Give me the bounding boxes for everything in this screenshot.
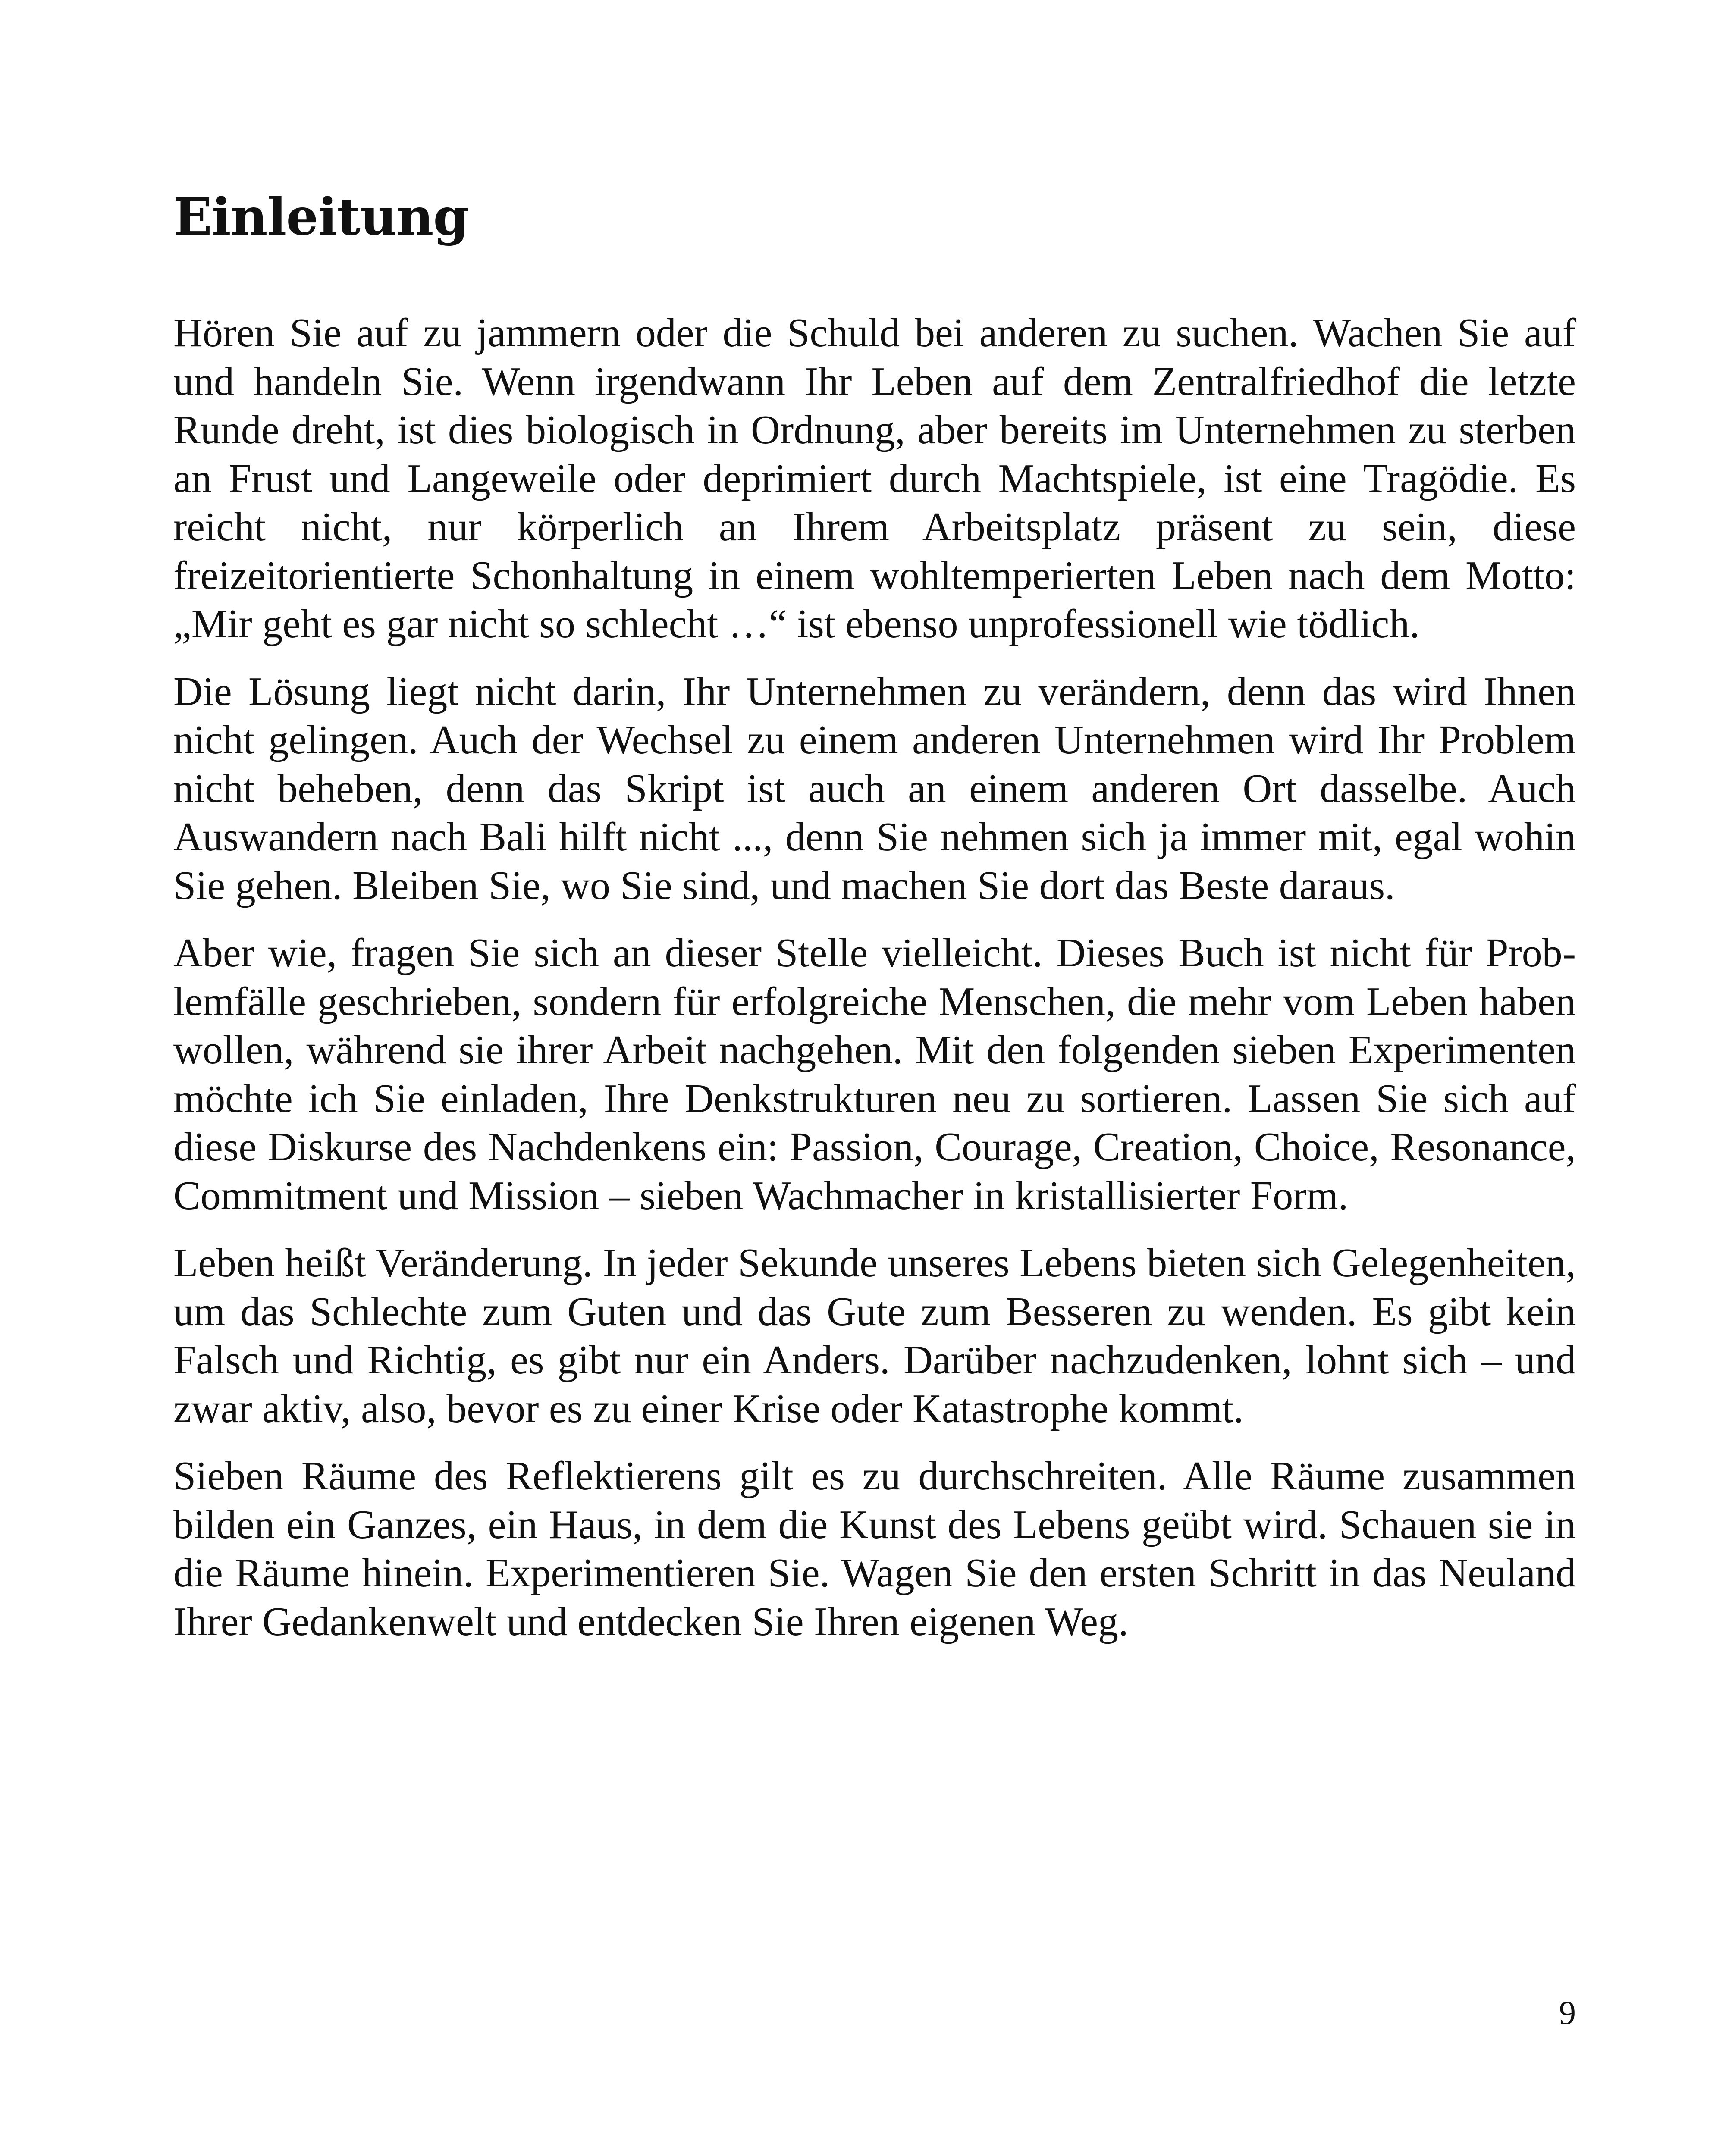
paragraph-5: Sieben Räume des Reflektierens gilt es zu durchschreiten. Alle Räume zusammen bilden ein Ganzes, ein Haus, in dem die Kunst des Lebens geübt wird. Schauen sie in die Räume hinein. Experimentieren Sie. Wagen Sie den ersten Schritt in das Neuland Ihrer Gedankenwelt und entdecken Sie Ihren eigenen Weg. (173, 1454, 1576, 1644)
paragraph-4: Leben heißt Veränderung. In jeder Sekunde unseres Lebens bieten sich Gelegenheiten, um das Schlechte zum Guten und das Gute zum Besseren zu wenden. Es gibt kein Falsch und Richtig, es gibt nur ein Anders. Darüber nachzudenken, lohnt sich – und zwar aktiv, also, bevor es zu einer Krise oder Katastrophe kommt. (173, 1241, 1576, 1431)
page-number: 9 (1559, 1994, 1576, 2031)
chapter-heading: Einleitung (173, 187, 468, 247)
paragraph-1: Hören Sie auf zu jammern oder die Schuld bei anderen zu suchen. Wachen Sie auf und handeln Sie. Wenn irgendwann Ihr Leben auf dem Zentralfriedhof die letzte Runde dreht, ist dies biologisch in Ordnung, aber bereits im Unternehmen zu sterben an Frust und Langeweile oder deprimiert durch Machtspiele, ist eine Tragödie. Es reicht nicht, nur körperlich an Ihrem Arbeitsplatz präsent zu sein, diese freizeitorientierte Schonhaltung in einem wohltemperierten Leben nach dem Motto: „Mir geht es gar nicht so schlecht …“ ist ebenso unprofessionell wie tödlich. (173, 310, 1576, 646)
body-text (173, 309, 1576, 1646)
paragraph-3: Aber wie, fragen Sie sich an dieser Stelle vielleicht. Dieses Buch ist nicht für Problemfälle geschrieben, sondern für erfolgreiche Menschen, die mehr vom Leben haben wollen, während sie ihrer Arbeit nachgehen. Mit den folgenden sieben Experimenten möchte ich Sie einladen, Ihre Denkstrukturen neu zu sortieren. Lassen Sie sich auf diese Diskurse des Nachdenkens ein: Passion, Courage, Creation, Choice, Resonance, Commitment und Mission – sieben Wachmacher in kristallisierter Form. (173, 931, 1576, 1218)
paragraph-2: Die Lösung liegt nicht darin, Ihr Unternehmen zu verändern, denn das wird Ihnen nicht gelingen. Auch der Wechsel zu einem anderen Unternehmen wird Ihr Problem nicht beheben, denn das Skript ist auch an einem anderen Ort dasselbe. Auch Auswandern nach Bali hilft nicht ..., denn Sie nehmen sich ja immer mit, egal wohin Sie gehen. Bleiben Sie, wo Sie sind, und machen Sie dort das Beste daraus. (173, 669, 1576, 908)
